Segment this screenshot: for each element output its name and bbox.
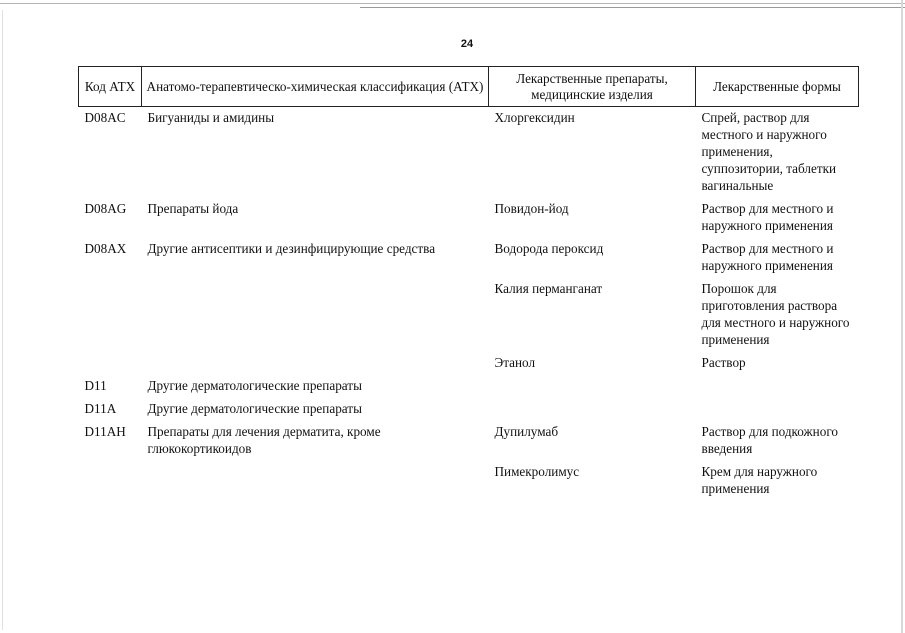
drug-cell: Пимекролимус bbox=[494, 464, 580, 479]
classification-cell: Препараты для лечения дерматита, кроме глюкокортикоидов bbox=[147, 424, 381, 456]
atx-code-cell bbox=[79, 354, 142, 377]
header-row bbox=[79, 67, 859, 107]
classification-cell bbox=[142, 280, 489, 354]
table-row bbox=[79, 377, 859, 400]
atx-code-cell: D08AC bbox=[84, 110, 126, 125]
form-cell bbox=[696, 377, 859, 400]
header-drugs: Лекарственные препараты, медицинские изделия bbox=[489, 67, 696, 107]
atx-code-cell bbox=[79, 463, 142, 503]
atx-code-cell: D08AX bbox=[84, 241, 127, 256]
drug-cell: Калия перманганат bbox=[494, 281, 603, 296]
table-row bbox=[79, 423, 859, 463]
table-body bbox=[79, 107, 859, 504]
classification-cell: Другие антисептики и дезинфицирующие средства bbox=[147, 241, 436, 256]
form-cell: Порошок для приготовления раствора для местного и наружного применения bbox=[701, 281, 850, 347]
page-number: 24 bbox=[460, 38, 474, 50]
form-cell: Раствор для местного и наружного применения bbox=[701, 201, 834, 233]
drug-cell bbox=[489, 377, 696, 400]
classification-cell: Препараты йода bbox=[147, 201, 239, 216]
atx-code-cell: D08AG bbox=[84, 201, 127, 216]
table-row bbox=[79, 463, 859, 503]
header-forms: Лекарственные формы bbox=[696, 67, 859, 107]
classification-cell bbox=[142, 354, 489, 377]
table-row bbox=[79, 200, 859, 240]
table-row bbox=[79, 240, 859, 280]
form-cell: Крем для наружного применения bbox=[701, 464, 818, 496]
scan-edge-right bbox=[901, 0, 903, 633]
atx-code-cell: D11 bbox=[84, 378, 107, 393]
classification-cell: Другие дерматологические препараты bbox=[147, 378, 362, 393]
scan-edge-top bbox=[0, 3, 905, 4]
classification-cell bbox=[142, 463, 489, 503]
table-row bbox=[79, 400, 859, 423]
header-classification: Анатомо-терапевтическо-химическая классификация (АТХ) bbox=[142, 67, 489, 107]
classification-cell: Другие дерматологические препараты bbox=[147, 401, 362, 416]
drug-cell: Дупилумаб bbox=[494, 424, 559, 439]
table-header bbox=[79, 67, 859, 107]
form-cell bbox=[696, 400, 859, 423]
drug-cell: Водорода пероксид bbox=[494, 241, 604, 256]
atx-code-cell: D11A bbox=[84, 401, 117, 416]
form-cell: Раствор для подкожного введения bbox=[701, 424, 838, 456]
form-cell: Раствор для местного и наружного применения bbox=[701, 241, 834, 273]
table-row bbox=[79, 107, 859, 201]
drug-cell: Этанол bbox=[494, 355, 536, 370]
header-code: Код АТХ bbox=[79, 67, 142, 107]
table-row bbox=[79, 354, 859, 377]
atx-table bbox=[78, 66, 859, 503]
drug-cell: Хлоргексидин bbox=[494, 110, 575, 125]
atx-code-cell bbox=[79, 280, 142, 354]
drug-cell bbox=[489, 400, 696, 423]
atx-code-cell: D11AH bbox=[84, 424, 126, 439]
scan-edge-top-inner bbox=[360, 7, 905, 8]
form-cell: Спрей, раствор для местного и наружного применения, суппозитории, таблетки вагинальные bbox=[701, 110, 837, 193]
table-row bbox=[79, 280, 859, 354]
form-cell: Раствор bbox=[701, 355, 746, 370]
drug-cell: Повидон-йод bbox=[494, 201, 569, 216]
scan-edge-left bbox=[2, 10, 3, 630]
classification-cell: Бигуаниды и амидины bbox=[147, 110, 275, 125]
